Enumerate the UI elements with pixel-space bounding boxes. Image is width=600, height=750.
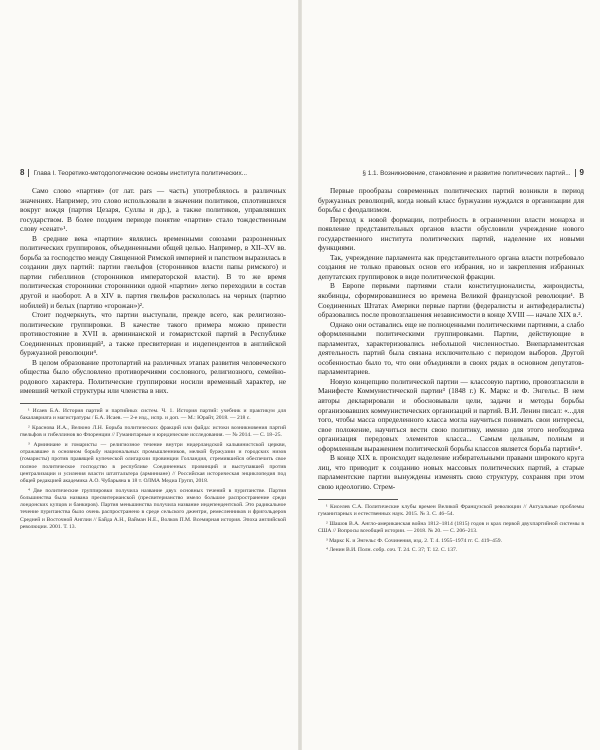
right-page [318,168,584,557]
paragraph: Однако они оставались еще не полноценными политическими партиями, а слабо оформленными политическими группировками. Партии, действующие в парламентах, характеризовались небольшой численностью. Внепарламентская деятельность партий была связана исключительно с периодом выборов. Другой особенностью было то, что они объединяли в своих рядах в основном депутатов-парламентариев. [318,319,584,377]
right-page-number: 9 [579,168,584,177]
head-separator [28,169,29,177]
footnote: ⁴ Две политические группировки получила название двух основных течений в пуританстве. Партия большинства была названа пресвитерианской (пресвитерианство имело большое распространение среди лондонских купцов и банкиров). Партия меньшинства получила название индепендентской. Это радикальное течение пуританства было очень распространено в среде сельского джентри, ремесленников и фригольдеров Средней и Восточной Англии // Байда А.Н., Вайман Н.Е., Волков П.М. Всемирная история. Эпоха английской революции. 2001. Т. 13. [20,487,286,530]
paragraph: Само слово «партия» (от лат. pars — часть) употреблялось в различных значениях. Например, это слово использовали в значении политиков, сплотившихся вокруг вождя (партия Цезаря, Суллы и др.), а также политиков, управлявших государством. В более позднем периоде понятие «партия» стало тождественным слову «сенат»¹. [20,186,286,234]
paragraph: Переход к новой формации, потребность в ограничении власти монарха и появление представительных органов власти обусловили учреждение нового государственного института политических партий, наделение их новыми функциями. [318,214,584,253]
footnote: ³ Арминиане и гомаристы — религиозное течение внутри нидерландской кальвинистской церкви, отражавшее в основном борьбу национальных промышленников, мелкой буржуазии и городских низов (гомаристы) против правящей купеческой олигархии провинции Голландия, стремившейся обеспечить свое полное политическое господство в республике Соединенных провинций и выступавшей против централизации и усиления власти штатгальтера (арминиане) // Российская историческая энциклопедия под общей редакцией академика А.О. Чубарьяна в 18 т. ОЛМА Медиа Групп, 2018. [20,442,286,485]
paragraph: Так, учреждение парламента как представительного органа власти потребовало создания не только правовых основ его избрания, но и закрепления избранных депутатских группировок в виде политической фракции. [318,252,584,281]
footnote: ¹ Киселев С.А. Политические клубы времен Великой Французской революции // Актуальные проблемы гуманитарных и естественных наук. 2015. № 3. С. 46–54. [318,503,584,517]
footnote-rule [318,499,398,500]
paragraph: Новую концепцию политической партии — классовую партию, провозгласили в Манифесте Коммунистической партии³ (1848 г.) К. Маркс и Ф. Энгельс. В нем авторы декларировали и обосновывали цели, задачи и методы борьбы организовавших коммунистических организаций и партий. В.И. Ленин писал: «...для того, чтобы масса определенного класса могла научиться понимать свои интересы, свое положение, научиться вести свою политику, именно для этого необходима организация передовых элементов класса... Самым цельным, полным и оформленным выражением политической борьбы классов является борьба партий»⁴. [318,376,584,453]
paragraph: В целом образование протопартий на различных этапах развития человеческого общества было обусловлено противоречиями сословного, религиозного, семейно-родового характера. Политические группировки носили временный характер, не имевший четкой структуры или членства в них. [20,357,286,396]
head-separator [575,169,576,177]
paragraph: В Европе первыми партиями стали конституционалисты, жирондисты, якобинцы, сформировавшиеся во времена Великой французской революции¹. В Соединенных Штатах Америки первые партии (федералисты и антифедералисты) образовались после провозглашения независимости в конце XVIII — начале XIX в.². [318,281,584,320]
book-gutter [298,0,302,750]
footnote: ² Шашов В.А. Англо-американская война 1812–1814 (1815) годов и крах первой двухпартийной системы в США // Вопросы всеобщей истории. — 2018. № 20. — С. 206–213. [318,520,584,534]
footnote: ³ Маркс К. и Энгельс Ф. Сочинения, изд. 2. Т. 4. 1955–1974 гг. С. 419–459. [326,537,502,544]
right-running-head-text: § 1.1. Возникновение, становление и развитие политических партий... [362,170,571,177]
footnote: ¹ Исаев Б.А. История партий и партийных систем. Ч. 1. История партий: учебник и практикум для бакалавриата и магистратуры / Б.А. Исаев. — 2-е изд., испр. и доп. — М.: Юрайт, 2018. — 218 с. [20,408,286,422]
footnote: ⁴ Ленин В.И. Полн. собр. соч. Т. 24. С. 37; Т. 12. С. 137. [326,547,458,554]
left-running-head [20,168,286,178]
left-page-number: 8 [20,168,25,177]
right-running-head [318,168,584,178]
footnote-rule [20,403,100,404]
right-body-text [318,186,584,492]
paragraph: Стоит подчеркнуть, что партии выступали, прежде всего, как религиозно-политические группировки. В качестве такого примера можно привести противостояние в XVII в. арминианской и гомаристской партий в Республике Соединенных провинций³, а также пресвитериан и индепендентов в английской буржуазной революции⁴. [20,310,286,358]
left-footnotes [20,408,286,531]
left-page [20,168,286,534]
paragraph: Первые прообразы современных политических партий возникли в период буржуазных революций, когда новый класс буржуазии нуждался в организации для борьбы с феодализмом. [318,186,584,215]
right-footnotes [318,504,584,555]
left-body-text [20,186,286,396]
footnote: ² Краснова И.А., Велюно Л.Н. Борьба политических фракций или файда: истоки возникновения партий гвельфов и гибеллинов во Флоренции // Гуманитарные и юридические исследования. — № 2014. — С. 18–25. [20,425,286,439]
paragraph: В конце XIX в. происходит наделение избирательными правами широкого круга лиц, что приводит к созданию новых массовых политических партий, а старые парламентские партии вынуждены изменять свою структуру, сохраняя при этом свою идеологию. Стрем- [318,453,584,491]
left-running-head-text: Глава I. Теоретико-методологические основы института политических... [33,170,247,177]
paragraph: В средние века «партии» являлись временными союзами разрозненных политических группировок, объединенными общей целью. Например, в XII–XV вв. борьба за господство между Священной Римской империей и папством выразилась в создании двух партий: партии гвельфов (сторонников власти папы римского) и партии гибеллинов (сторонников императорской власти). В то же время политическая сторонники стороннники одной «партии» легко переходили в состав другой и наоборот. А в XIV в. партия гвельфов раскололась на черных (партию нобилей) и белых (партию «горожан»)². [20,233,286,310]
